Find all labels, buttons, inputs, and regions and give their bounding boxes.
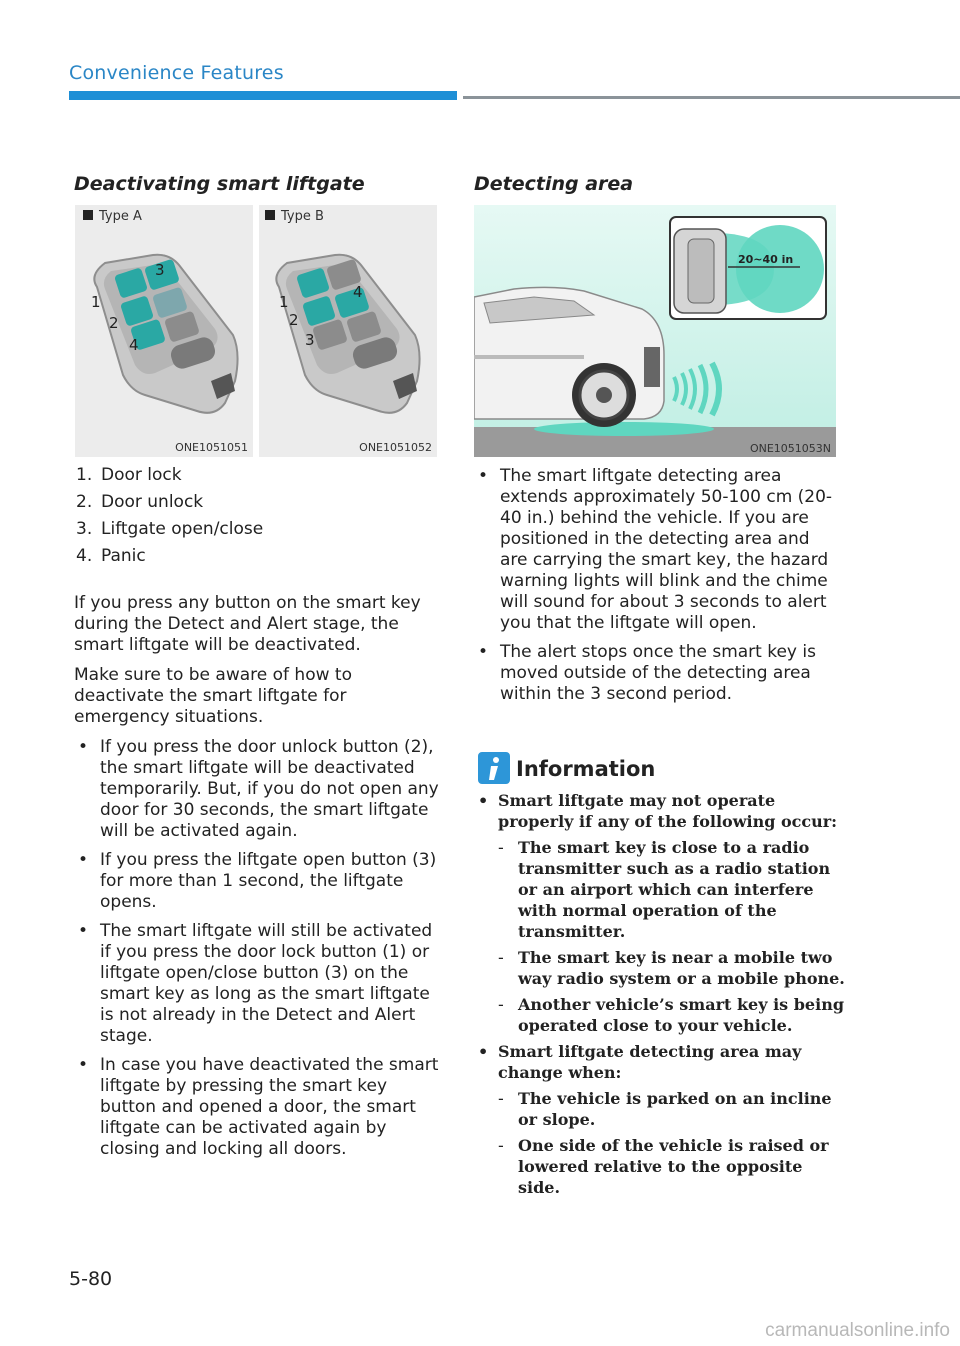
figure-type-label: Type A <box>99 209 142 224</box>
watermark: carmanualsonline.info <box>765 1320 950 1341</box>
distance-label: 20~40 in <box>738 253 794 266</box>
callout-2: 2 <box>289 311 299 329</box>
info-body <box>476 790 846 1203</box>
smart-key-illustration <box>75 205 253 457</box>
figure-code: ONE1051051 <box>175 441 248 454</box>
callout-3: 3 <box>155 261 165 279</box>
callout-4: 4 <box>353 283 363 301</box>
header-accent-bar <box>69 91 457 100</box>
info-subitem: - The smart key is near a mobile two way radio system or a mobile phone. <box>476 947 846 989</box>
smart-key-illustration <box>259 205 437 457</box>
figure-type-b <box>259 205 437 457</box>
bullet-list <box>74 737 440 1160</box>
list-item: • If you press the liftgate open button (3) for more than 1 second, the liftgate opens. <box>74 850 440 913</box>
detecting-area-figure <box>474 205 836 457</box>
paragraph: If you press any button on the smart key during the Detect and Alert stage, the smart liftgate will be deactivated. <box>74 593 421 655</box>
callout-1: 1 <box>279 293 289 311</box>
figure-code: ONE1051052 <box>359 441 432 454</box>
paragraph: Make sure to be aware of how to deactivate the smart liftgate for emergency situations. <box>74 665 352 727</box>
left-heading: Deactivating smart liftgate <box>74 173 365 195</box>
info-subitem: - One side of the vehicle is raised or lowered relative to the opposite side. <box>476 1135 846 1198</box>
list-item: 1. Door lock <box>76 465 182 485</box>
vehicle-detection-illustration <box>474 205 836 457</box>
info-subitem: - The smart key is close to a radio transmitter such as a radio station or an airport which can interfere with normal operation of the transmitter. <box>476 837 846 942</box>
figure-type-label: Type B <box>281 209 324 224</box>
info-bullet: • Smart liftgate may not operate properly if any of the following occur: <box>476 790 846 832</box>
right-body <box>474 466 840 713</box>
callout-3: 3 <box>305 331 315 349</box>
left-body <box>74 593 440 1168</box>
figure-code: ONE1051053N <box>749 442 831 455</box>
list-item: • The smart liftgate will still be activated if you press the door lock button (1) or liftgate open/close button (3) on the smart key as long as the smart liftgate is not already in the Detect and Alert stage. <box>74 921 440 1047</box>
callout-4: 4 <box>129 336 139 354</box>
callout-2: 2 <box>109 314 119 332</box>
info-title: Information <box>516 757 656 781</box>
list-item: • The smart liftgate detecting area extends approximately 50-100 cm (20-40 in.) behind the vehicle. If you are positioned in the detecting area and are carrying the smart key, the hazard warning lights will blink and the chime will sound for about 3 seconds to alert you that the liftgate will open. <box>474 466 840 634</box>
info-bullet: • Smart liftgate detecting area may change when: <box>476 1041 846 1083</box>
section-title: Convenience Features <box>69 62 284 84</box>
list-item: 3. Liftgate open/close <box>76 519 264 539</box>
info-subitem: - The vehicle is parked on an incline or slope. <box>476 1088 846 1130</box>
page-number: 5-80 <box>69 1268 113 1290</box>
callout-1: 1 <box>91 293 101 311</box>
header-divider <box>463 96 960 99</box>
key-button-list <box>76 462 263 570</box>
figure-type-a <box>75 205 253 457</box>
list-item: • If you press the door unlock button (2), the smart liftgate will be deactivated temporarily. But, if you do not open any door for 30 seconds, the smart liftgate will be activated again. <box>74 737 440 842</box>
bullet-list <box>474 466 840 705</box>
info-icon <box>478 752 510 784</box>
right-heading: Detecting area <box>474 173 634 195</box>
list-item: • In case you have deactivated the smart liftgate by pressing the smart key button and opened a door, the smart liftgate can be activated again by closing and locking all doors. <box>74 1055 440 1160</box>
list-item: 2. Door unlock <box>76 492 204 512</box>
list-item: • The alert stops once the smart key is moved outside of the detecting area within the 3 second period. <box>474 642 840 705</box>
list-item: 4. Panic <box>76 546 146 566</box>
info-subitem: - Another vehicle’s smart key is being operated close to your vehicle. <box>476 994 846 1036</box>
